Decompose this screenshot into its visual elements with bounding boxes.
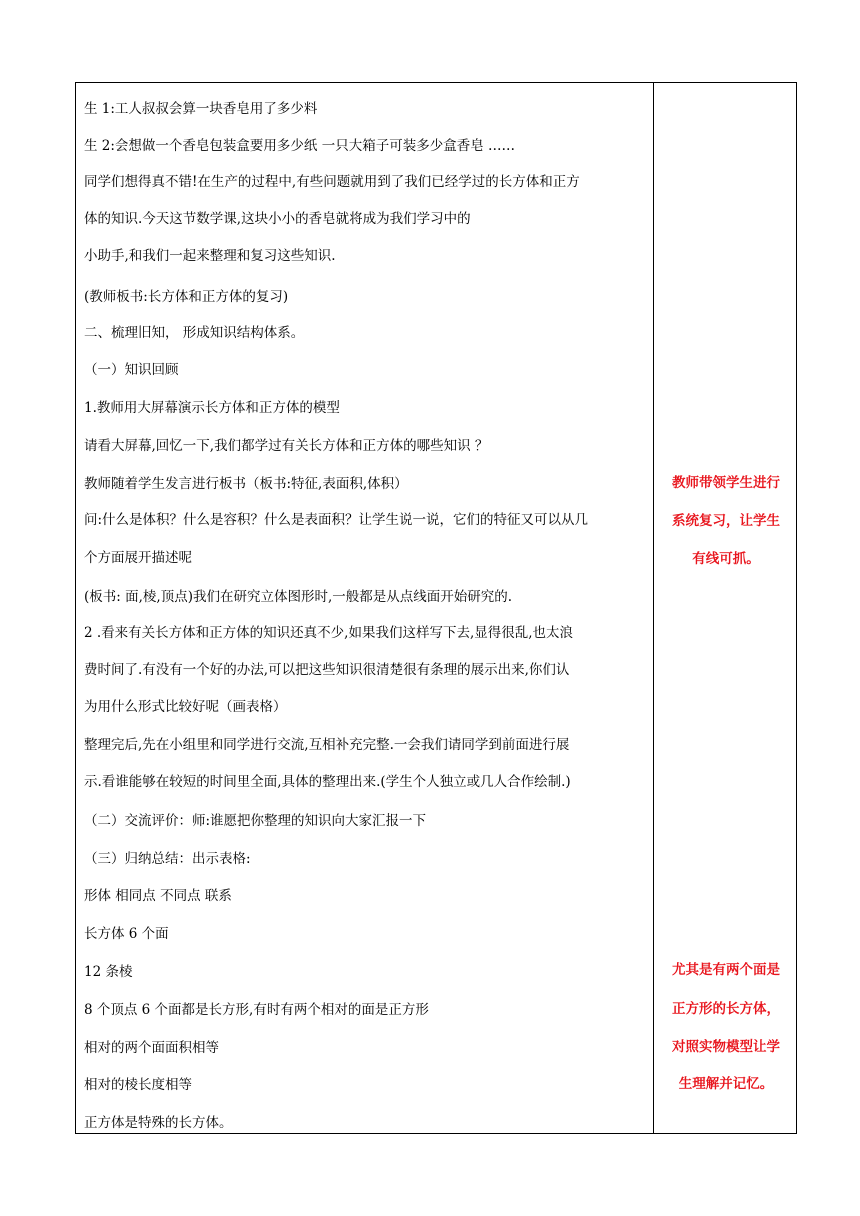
- teacher-note-line: 有线可抓。: [692, 551, 760, 567]
- lesson-line: 相对的棱长度相等: [84, 1077, 192, 1093]
- teacher-note-line: 正方形的长方体，: [672, 1001, 780, 1017]
- lesson-line: (教师板书:长方体和正方体的复习): [84, 289, 289, 305]
- subsection-heading: （三）归纳总结：出示表格:: [84, 851, 251, 867]
- subsection-heading: （二）交流评价：师:谁愿把你整理的知识向大家汇报一下: [84, 813, 427, 829]
- lesson-line: 体的知识.今天这节数学课,这块小小的香皂就将成为我们学习中的: [84, 211, 471, 227]
- subsection-heading: （一）知识回顾: [84, 362, 179, 378]
- teacher-note-line: 对照实物模型让学: [672, 1039, 780, 1055]
- lesson-table: [75, 82, 797, 1134]
- lesson-line: (板书: 面,棱,顶点)我们在研究立体图形时,一般都是从点线面开始研究的.: [84, 589, 513, 605]
- lesson-line: 2 .看来有关长方体和正方体的知识还真不少,如果我们这样写下去,显得很乱,也太浪: [84, 625, 574, 641]
- lesson-line: 示.看谁能够在较短的时间里全面,具体的整理出来.(学生个人独立或几人合作绘制.): [84, 774, 571, 790]
- lesson-line: 12 条棱: [84, 964, 133, 980]
- lesson-line: 同学们想得真不错!在生产的过程中,有些问题就用到了我们已经学过的长方体和正方: [84, 174, 580, 190]
- lesson-line: 教师随着学生发言进行板书（板书:特征,表面积,体积）: [84, 476, 408, 492]
- section-heading: 二、梳理旧知， 形成知识结构体系。: [84, 325, 305, 341]
- lesson-line: 8 个顶点 6 个面都是长方形,有时有两个相对的面是正方形: [84, 1002, 429, 1018]
- lesson-line: 问:什么是体积？什么是容积？什么是表面积？让学生说一说，它们的特征又可以从几: [84, 512, 589, 528]
- lesson-line: 请看大屏幕,回忆一下,我们都学过有关长方体和正方体的哪些知识 ？: [84, 438, 489, 454]
- teacher-note-line: 系统复习，让学生: [672, 513, 780, 529]
- lesson-line: 长方体 6 个面: [84, 926, 169, 942]
- lesson-line: 为用什么形式比较好呢（画表格）: [84, 699, 287, 715]
- lesson-line: 生 2:会想做一个香皂包装盒要用多少纸 一只大箱子可装多少盒香皂 ……: [84, 138, 516, 154]
- teacher-note-line: 生理解并记忆。: [678, 1076, 774, 1092]
- lesson-line: 生 1:工人叔叔会算一块香皂用了多少料: [84, 101, 318, 117]
- lesson-line: 正方体是特殊的长方体。: [84, 1115, 233, 1131]
- teacher-note-line: 尤其是有两个面是: [672, 962, 780, 978]
- lesson-line: 小助手,和我们一起来整理和复习这些知识.: [84, 248, 336, 264]
- table-header-row: 形体 相同点 不同点 联系: [84, 888, 232, 904]
- lesson-line: 相对的两个面面积相等: [84, 1040, 219, 1056]
- lesson-line: 整理完后,先在小组里和同学进行交流,互相补充完整.一会我们请同学到前面进行展: [84, 737, 570, 753]
- lesson-line: 个方面展开描述呢: [84, 550, 192, 566]
- teacher-note-line: 教师带领学生进行: [672, 475, 780, 491]
- lesson-line: 1.教师用大屏幕演示长方体和正方体的模型: [84, 400, 340, 416]
- lesson-line: 费时间了.有没有一个好的办法,可以把这些知识很清楚很有条理的展示出来,你们认: [84, 662, 570, 678]
